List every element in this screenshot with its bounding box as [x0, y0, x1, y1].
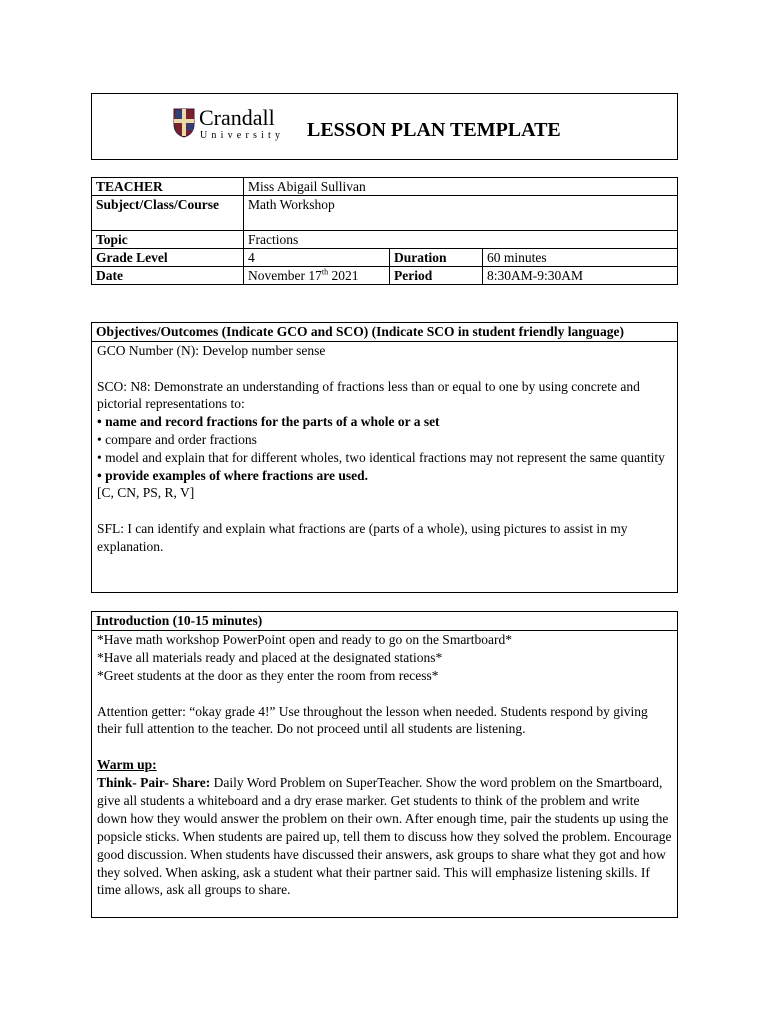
prep-line: *Have math workshop PowerPoint open and ready to go on the Smartboard*: [97, 632, 513, 647]
teacher-value: Miss Abigail Sullivan: [244, 178, 678, 196]
table-row: [92, 249, 678, 267]
logo-name: Crandall: [199, 105, 275, 130]
objectives-section: [91, 322, 678, 593]
date-value: [244, 267, 390, 285]
sco-bullet: • name and record fractions for the parts of a whole or a set: [97, 414, 440, 430]
date-label: Date: [92, 267, 244, 285]
objectives-body: [92, 342, 677, 556]
prep-line: *Have all materials ready and placed at the designated stations*: [97, 649, 443, 665]
attention-getter-text: Attention getter: “okay grade 4!” Use throughout the lesson when needed. Students respond by giving their full attention to the teacher. Do not proceed until all students are listening.: [97, 703, 648, 737]
sfl-text: SFL: I can identify and explain what fractions are (parts of a whole), using pictures to assist in my explanation.: [97, 520, 628, 554]
table-row: [92, 267, 678, 285]
introduction-body: [92, 631, 677, 899]
period-label: Period: [390, 267, 483, 285]
page-title: LESSON PLAN TEMPLATE: [307, 119, 561, 141]
teacher-label: TEACHER: [92, 178, 244, 196]
introduction-heading: Introduction (10-15 minutes): [92, 612, 677, 631]
duration-label: Duration: [390, 249, 483, 267]
sco-bullet: • model and explain that for different wholes, two identical fractions may not represent the same quantity: [97, 449, 665, 465]
period-value: 8:30AM-9:30AM: [483, 267, 678, 285]
topic-label: Topic: [92, 231, 244, 249]
university-logo: [173, 105, 293, 142]
tps-text: Daily Word Problem on SuperTeacher. Show the word problem on the Smartboard, give all students a whiteboard and a dry erase marker. Get students to think of the problem and write down how they would answer the problem on their own. After enough time, pair the students up using the popsicle sticks. When students are paired up, tell them to discuss how they solved the problem. Encourage good discussion. When students have discussed their answers, ask groups to share what they got and how they solved. When asking, ask a student what their partner said. This will emphasize listening skills. If time allows, ask all groups to share.: [97, 775, 672, 898]
grade-label: Grade Level: [92, 249, 244, 267]
date-suffix: th: [321, 267, 329, 277]
logo-subtitle: University: [200, 130, 285, 141]
gco-text: GCO Number (N): Develop number sense: [97, 343, 326, 358]
crest-icon: [173, 108, 195, 138]
topic-value: Fractions: [244, 231, 678, 249]
table-row: [92, 178, 678, 196]
tps-label: Think- Pair- Share:: [97, 775, 211, 791]
sco-bullet: • provide examples of where fractions are used.: [97, 467, 368, 483]
prep-line: *Greet students at the door as they enter the room from recess*: [97, 667, 439, 683]
table-row: [92, 196, 678, 231]
warmup-label: Warm up:: [97, 757, 157, 773]
subject-value: Math Workshop: [244, 196, 678, 231]
date-day: November 17: [248, 268, 322, 283]
sco-text: SCO: N8: Demonstrate an understanding of fractions less than or equal to one by using concrete and pictorial representations to:: [97, 378, 640, 412]
duration-value: 60 minutes: [483, 249, 678, 267]
table-row: [92, 231, 678, 249]
document-header: [91, 93, 678, 160]
lesson-info-table: [91, 177, 678, 285]
subject-label: Subject/Class/Course: [92, 196, 244, 231]
think-pair-share: [97, 774, 672, 899]
objectives-heading: Objectives/Outcomes (Indicate GCO and SCO) (Indicate SCO in student friendly language): [92, 323, 677, 342]
introduction-section: [91, 611, 678, 918]
sco-bullet: • compare and order fractions: [97, 431, 257, 447]
date-year: 2021: [328, 268, 359, 283]
grade-value: 4: [244, 249, 390, 267]
processes-text: [C, CN, PS, R, V]: [97, 485, 195, 501]
